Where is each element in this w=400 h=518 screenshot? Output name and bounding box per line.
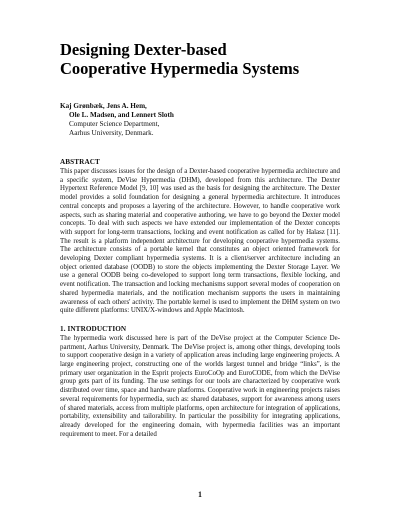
paper-title [60,40,340,78]
authors-line-1: Kaj Grønbæk, Jens A. Hem, [60,102,147,110]
introduction-heading: 1. INTRODUCTION [60,324,127,333]
abstract-heading: ABSTRACT [60,158,100,166]
page-number: 1 [198,490,202,499]
affiliation-university: Aarhus University, Denmark. [69,129,154,137]
introduction-text: The hypermedia work discussed here is part of the DeVise project at the Computer Science De-partment, Aarhus University, Denmark. The DeVise project is, among other things, developing tools to support cooperative design in a variety of application areas including large engineering projects. A large engineering project, constructing one of the worlds largest tunnel and bridge “links”, is the primary user organization in the Esprit projects EuroCoOp and EuroCODE, from which the DeVise group gets part of its funding. The use settings for our tools are characterized by cooperative work distributed over time, space and hardware platforms. Cooperative work in engineering projects raises several requirements for hypermedia, such as: shared databases, support for awareness among users of shared materials, access from multiple platforms, open architecture for integration of applications, portability, extensibility and tailorability. In particular the possibility for integrating applications, already developed for the engineering domain, with hypermedia facilities was an important requirement to meet. For a detailed [60,334,340,438]
abstract-text: This paper discusses issues for the design of a Dexter-based cooperative hypermedia architecture and a specific system, DeVise Hypermedia (DHM), developed from this architecture. The Dexter Hypertext Reference Model [9, 10] was used as the basis for designing the architecture. The Dexter model provides a solid foundation for designing a general hypermedia architecture. It introduces central concepts and proposes a layering of the architecture. However, to handle cooperative work aspects, such as sharing material and cooperative authoring, we have to go beyond the Dexter model concepts. To deal with such aspects we have extended our implementation of the Dexter concepts with support for long-term transactions, locking and event notification as called for by Halasz [11]. The result is a platform independent architecture for developing cooperative hypermedia systems. The architecture consists of a portable kernel that constitutes an object oriented framework for developing Dexter compliant hypermedia systems. It is a client/server architecture including an object oriented database (OODB) to store the objects implementing the Dexter Storage Layer. We use a general OODB being co-developed to support long term transactions, flexible locking, and event notification. The transaction and locking mechanisms support several modes of cooperation on shared hypermedia materials, and the notification mechanism supports the users in maintaining awareness of each others' activity. The portable kernel is used to implement the DHM system on two quite different platforms: UNIX/X-windows and Apple Macintosh. [60,168,340,315]
title-line-2: Cooperative Hypermedia Systems [60,59,300,78]
title-line-1: Designing Dexter-based [60,40,227,59]
author-block [60,102,340,138]
authors-line-2: Ole L. Madsen, and Lennert Sloth [69,111,174,119]
affiliation-department: Computer Science Department, [69,120,160,128]
